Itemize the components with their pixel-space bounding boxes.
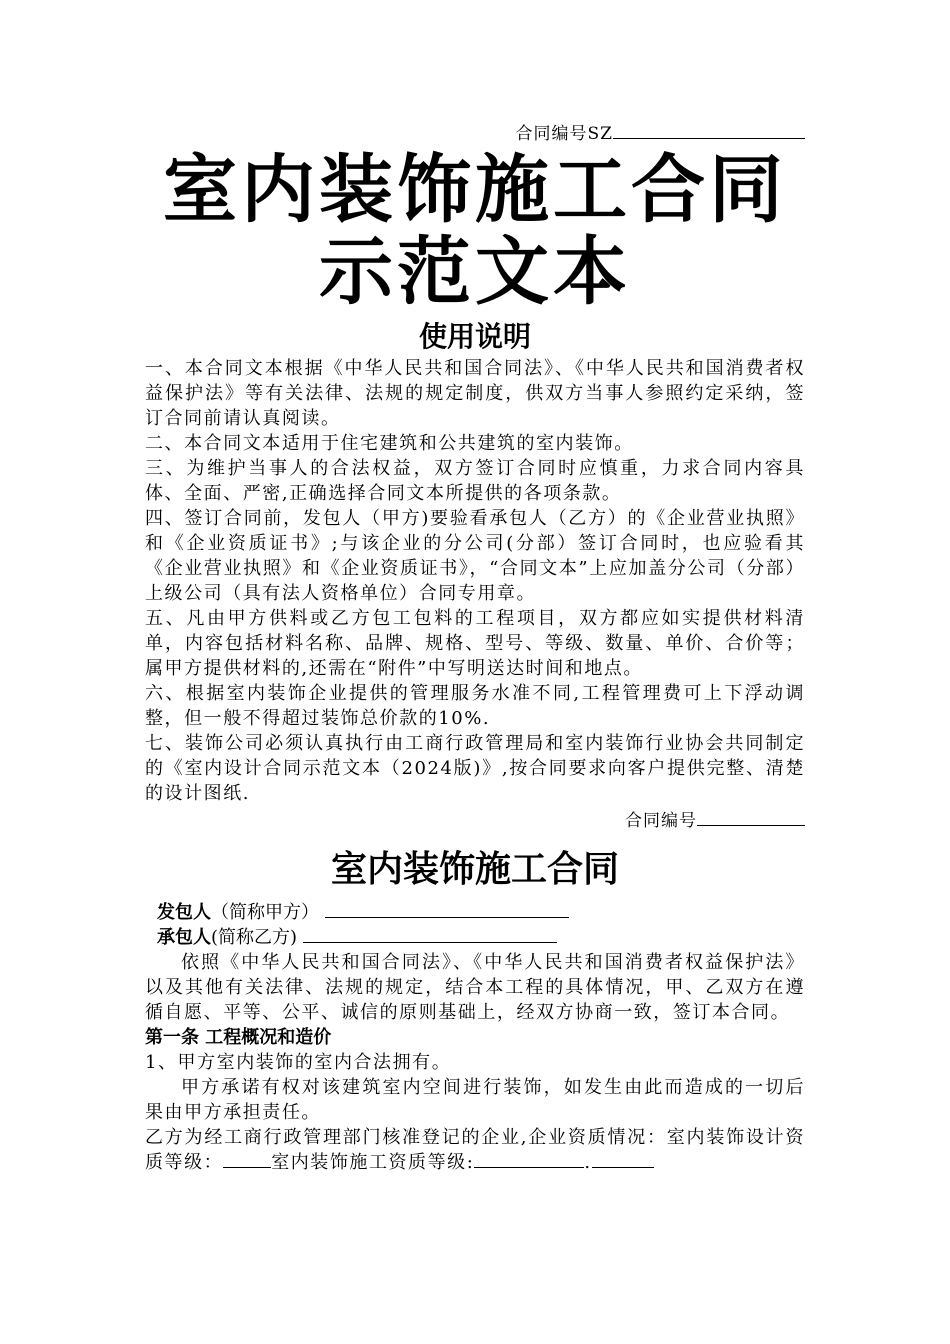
trailing-blank — [592, 1150, 654, 1168]
contract-number-label-2: 合同编号 — [625, 811, 697, 831]
design-grade-blank — [223, 1150, 271, 1168]
contract-number-blank-2 — [697, 808, 805, 826]
clause-2-end: . — [584, 1152, 592, 1173]
party-b-line — [145, 925, 805, 950]
contract-number-header — [145, 120, 805, 148]
contract-number-label: 合同编号SZ — [515, 124, 613, 144]
instructions-list — [145, 356, 805, 806]
party-a-note: （简称甲方） — [211, 902, 319, 923]
party-a-label: 发包人 — [157, 902, 211, 923]
instruction-item: 一、本合同文本根据《中华人民共和国合同法》、《中华人民共和国消费者权益保护法》等有关法律、法规的规定制度，供双方当事人参照约定采纳，签订合同前请认真阅读。 — [145, 358, 805, 429]
construction-grade-blank — [474, 1150, 584, 1168]
instruction-item: 二、本合同文本适用于住宅建筑和公共建筑的室内装饰。 — [145, 433, 634, 454]
instruction-item: 五、凡由甲方供料或乙方包工包料的工程项目，双方都应如实提供材料清单，内容包括材料名称、品牌、规格、型号、等级、数量、单价、合价等；属甲方提供材料的,还需在“附件”中写明送达时间和地点。 — [145, 608, 805, 679]
party-a-line — [145, 900, 805, 925]
document-title-line1: 室内装饰施工合同 — [163, 147, 787, 233]
clause-1: 1、甲方室内装饰的室内合法拥有。 — [145, 1052, 452, 1073]
party-b-label: 承包人 — [157, 927, 211, 948]
contract-preamble: 依照《中华人民共和国合同法》、《中华人民共和国消费者权益保护法》以及其他有关法律、法规的规定，结合本工程的具体情况，甲、乙双方在遵循自愿、平等、公平、诚信的原则基础上，经双方协商一致，签订本合同。 — [145, 952, 805, 1023]
instruction-item: 四、签订合同前，发包人（甲方)要验看承包人（乙方）的《企业营业执照》和《企业资质证书》;与该企业的分公司(分部）签订合同时，也应验看其《企业营业执照》和《企业资质证书》，“合同文本”上应加盖分公司（分部）上级公司（具有法人资格单位）合同专用章。 — [145, 508, 805, 604]
instructions-heading: 使用说明 — [418, 320, 531, 353]
contract-number-line — [145, 806, 805, 836]
document-title-line2: 示范文本 — [319, 229, 631, 315]
instruction-item: 七、装饰公司必须认真执行由工商行政管理局和室内装饰行业协会共同制定的《室内设计合同示范文本（2024版)》,按合同要求向客户提供完整、清楚的设计图纸. — [145, 733, 805, 804]
document-content — [145, 120, 805, 1175]
instruction-item: 六、根据室内装饰企业提供的管理服务水准不同,工程管理费可上下浮动调整，但一般不得超过装饰总价款的10%. — [145, 683, 805, 729]
contract-title: 室内装饰施工合同 — [330, 849, 619, 890]
party-a-blank — [325, 900, 569, 918]
contract-number-blank — [613, 121, 805, 139]
party-b-note: (简称乙方) — [211, 927, 298, 948]
clause-1-continuation: 甲方承诺有权对该建筑室内空间进行装饰，如发生由此而造成的一切后果由甲方承担责任。 — [145, 1077, 805, 1123]
party-b-blank — [303, 925, 557, 943]
clause-2-mid: 室内装饰施工资质等级: — [271, 1152, 475, 1173]
article-1-heading: 第一条 工程概况和造价 — [145, 1027, 332, 1048]
clause-2 — [145, 1125, 805, 1175]
instruction-item: 三、为维护当事人的合法权益，双方签订合同时应慎重，力求合同内容具体、全面、严密,正确选择合同文本所提供的各项条款。 — [145, 458, 805, 504]
clause-2-text: 乙方为经工商行政管理部门核准登记的企业,企业资质情况：室内装饰设计资质等级： — [145, 1127, 805, 1173]
